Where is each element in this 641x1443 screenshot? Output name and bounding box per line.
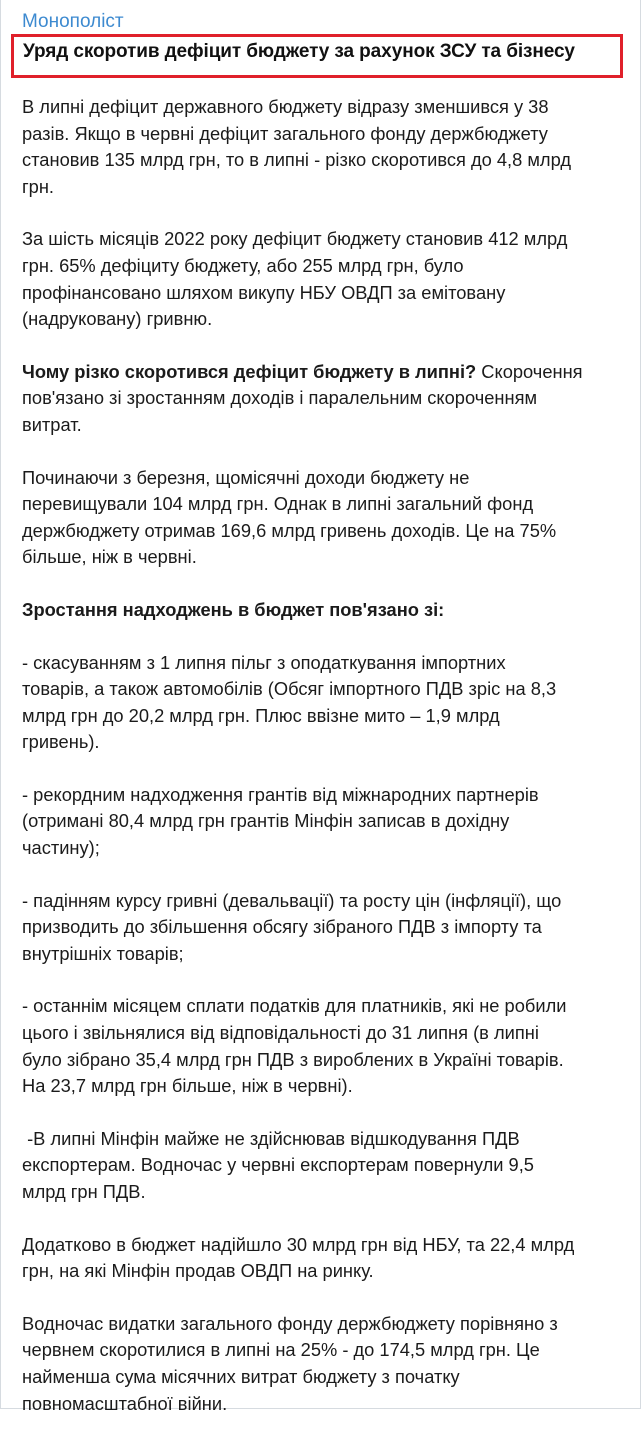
paragraph-bullet-import	[22, 650, 630, 756]
paragraph-bullet-vat-refund	[22, 1126, 630, 1206]
paragraph-six-months	[22, 226, 630, 332]
text-line: млрд грн ПДВ.	[22, 1181, 146, 1202]
text-line: (надруковану) гривню.	[22, 308, 213, 330]
text-line: пов'язано зі зростанням доходів і паралельним скороченням	[22, 387, 538, 409]
text-line: грн. 65% дефіциту бюджету, або 255 млрд грн, було	[22, 254, 464, 276]
paragraph-expenditures	[22, 1311, 630, 1417]
text-line: грн.	[22, 175, 55, 197]
text-line: профінансовано шляхом викупу НБУ ОВДП за емітовану	[22, 281, 506, 303]
paragraph-growth-heading	[22, 597, 630, 624]
text-line: Додатково в бюджет надійшло 30 млрд грн від НБУ, та 22,4 млрд	[22, 1233, 575, 1255]
text-line: держбюджету отримав 169,6 млрд гривень доходів. Це на 75%	[22, 519, 557, 541]
text-line: повномасштабної війни.	[22, 1392, 228, 1414]
text-line: - останнім місяцем сплати податків для платників, які не робили	[22, 995, 567, 1017]
text-line: - скасуванням з 1 липня пільг з оподаткування імпортних	[22, 651, 506, 673]
text-line: Водночас видатки загального фонду держбюджету порівняно з	[22, 1312, 558, 1334]
text-line: млрд грн до 20,2 млрд грн. Плюс ввізне мито – 1,9 млрд	[22, 704, 500, 726]
paragraph-bullet-grants	[22, 782, 630, 862]
text-line: було зібрано 35,4 млрд грн ПДВ з вироблених в Україні товарів.	[22, 1048, 564, 1070]
text-line: експортерам. Водночас у червні експортерам повернули 9,5	[22, 1154, 534, 1176]
text-line: грн, на які Мінфін продав ОВДП на ринку.	[22, 1260, 374, 1282]
text-line: цього і звільнялися від відповідальності до 31 липня (в липні	[22, 1022, 539, 1044]
paragraph-bullet-taxes	[22, 993, 630, 1099]
paragraph-revenues	[22, 465, 630, 571]
text-line	[22, 359, 630, 386]
text-line: внутрішніх товарів;	[22, 942, 184, 964]
text-line: (отримані 80,4 млрд грн грантів Мінфін записав в дохідну	[22, 810, 510, 832]
text-line: За шість місяців 2022 року дефіцит бюджету становив 412 млрд	[22, 228, 568, 250]
text-line: перевищували 104 млрд грн. Однак в липні загальний фонд	[22, 493, 534, 515]
text-line: разів. Якщо в червні дефіцит загального фонду держбюджету	[22, 122, 548, 144]
text-line: призводить до збільшення обсягу зібраного ПДВ з імпорту та	[22, 916, 542, 938]
text-line: В липні дефіцит державного бюджету відразу зменшився у 38	[22, 96, 549, 117]
bold-question: Чому різко скоротився дефіцит бюджету в липні?	[22, 360, 477, 382]
text-line: На 23,7 млрд грн більше, ніж в червні).	[22, 1075, 353, 1097]
text-line: - падінням курсу гривні (девальвації) та росту цін (інфляції), що	[22, 889, 562, 911]
channel-name[interactable]: Монополіст	[22, 11, 124, 32]
text-line: витрат.	[22, 413, 82, 435]
text-line: -В липні Мінфін майже не здійснював відшкодування ПДВ	[22, 1127, 520, 1149]
text-line: частину);	[22, 837, 100, 859]
message-body	[22, 94, 630, 1443]
text-line: більше, ніж в червні.	[22, 546, 197, 568]
headline-highlight-box	[11, 34, 623, 78]
text-line: становив 135 млрд грн, то в липні - різко скоротився до 4,8 млрд	[22, 149, 572, 171]
section-heading: Зростання надходжень в бюджет пов'язано зі:	[22, 598, 445, 620]
text-line: найменша сума місячних витрат бюджету з початку	[22, 1365, 460, 1387]
text-line: товарів, а також автомобілів (Обсяг імпортного ПДВ зріс на 8,3	[22, 678, 557, 700]
paragraph-deficit-july	[22, 94, 630, 200]
text-line: - рекордним надходження грантів від міжнародних партнерів	[22, 783, 539, 805]
text-line: червнем скоротилися в липні на 25% - до 174,5 млрд грн. Це	[22, 1339, 540, 1361]
text-line: Починаючи з березня, щомісячні доходи бюджету не	[22, 466, 470, 488]
question-answer-start: Скорочення	[476, 360, 583, 382]
paragraph-additional-income	[22, 1232, 630, 1285]
headline: Уряд скоротив дефіцит бюджету за рахунок ЗСУ та бізнесу	[23, 41, 575, 62]
paragraph-why-question	[22, 359, 630, 439]
paragraph-bullet-devaluation	[22, 888, 630, 968]
text-line: гривень).	[22, 731, 100, 753]
